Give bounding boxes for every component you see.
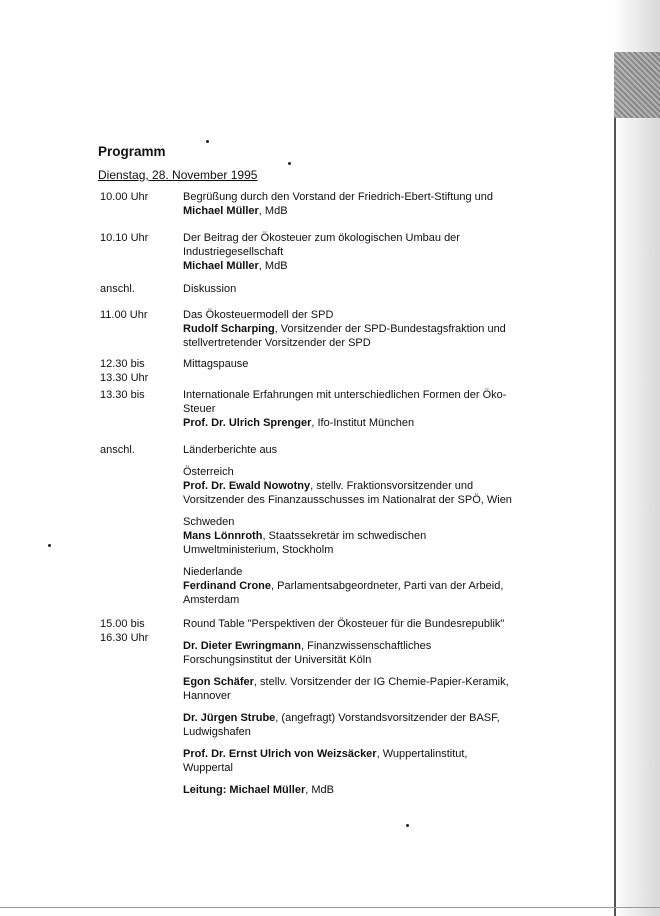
description-line: Niederlande	[183, 566, 243, 578]
schedule-description	[183, 357, 533, 371]
speaker-line	[183, 579, 533, 593]
description-line: Mittagspause	[183, 358, 249, 370]
schedule-description	[183, 443, 533, 607]
program-heading: Programm	[98, 144, 166, 159]
speaker-name: Egon Schäfer	[183, 676, 254, 688]
speaker-line	[183, 259, 533, 273]
schedule-description	[183, 308, 533, 350]
speaker-affiliation: , MdB	[258, 205, 288, 217]
line-gap	[183, 703, 533, 711]
scan-speck	[48, 544, 51, 547]
description-line: Umweltministerium, Stockholm	[183, 544, 334, 556]
speaker-name: Prof. Dr. Ernst Ulrich von Weizsäcker	[183, 748, 377, 760]
speaker-affiliation: , Vorsitzender der SPD-Bundestagsfraktion und	[274, 323, 506, 335]
description-line: Diskussion	[183, 283, 237, 295]
speaker-line	[183, 322, 533, 336]
description-line: Industriegesellschaft	[183, 246, 284, 258]
description-line: Wuppertal	[183, 762, 233, 774]
speaker-name: Rudolf Scharping	[183, 323, 275, 335]
speaker-line	[183, 783, 533, 797]
schedule-time: 15.00 bis 16.30 Uhr	[100, 618, 149, 644]
speaker-name: Prof. Dr. Ulrich Sprenger	[183, 417, 312, 429]
scan-speck	[288, 162, 291, 165]
speaker-name: Michael Müller	[183, 260, 259, 272]
description-line: Länderberichte aus	[183, 444, 278, 456]
line-gap	[183, 507, 533, 515]
speaker-affiliation: , Wuppertalinstitut,	[376, 748, 468, 760]
description-line: Vorsitzender des Finanzausschusses im Nationalrat der SPÖ, Wien	[183, 494, 512, 506]
description-line: Internationale Erfahrungen mit unterschiedlichen Formen der Öko-	[183, 389, 507, 401]
speaker-name: Leitung: Michael Müller	[183, 784, 306, 796]
speaker-line	[183, 416, 533, 430]
line-gap	[183, 775, 533, 783]
description-line: stellvertretender Vorsitzender der SPD	[183, 337, 371, 349]
description-line: Der Beitrag der Ökosteuer zum ökologischen Umbau der	[183, 232, 460, 244]
description-line: Forschungsinstitut der Universität Köln	[183, 654, 372, 666]
description-line: Das Ökosteuermodell der SPD	[183, 309, 334, 321]
scan-speck	[206, 140, 209, 143]
speaker-name: Mans Lönnroth	[183, 530, 263, 542]
schedule-description	[183, 388, 533, 430]
line-gap	[183, 631, 533, 639]
schedule-time: 13.30 bis	[100, 389, 145, 401]
speaker-affiliation: , Parlamentsabgeordneter, Parti van der Arbeid,	[271, 580, 504, 592]
speaker-name: Prof. Dr. Ewald Nowotny	[183, 480, 311, 492]
speaker-line	[183, 639, 533, 653]
speaker-affiliation: , stellv. Fraktionsvorsitzender und	[310, 480, 474, 492]
speaker-name: Dr. Dieter Ewringmann	[183, 640, 301, 652]
schedule-description	[183, 231, 533, 273]
speaker-affiliation: , Staatssekretär im schwedischen	[262, 530, 427, 542]
line-gap	[183, 739, 533, 747]
description-line: Begrüßung durch den Vorstand der Friedrich-Ebert-Stiftung und	[183, 191, 494, 203]
description-line: Round Table "Perspektiven der Ökosteuer für die Bundesrepublik"	[183, 618, 505, 630]
speaker-name: Dr. Jürgen Strube	[183, 712, 276, 724]
scan-speck	[406, 824, 409, 827]
speaker-affiliation: , (angefragt) Vorstandsvorsitzender der BASF,	[275, 712, 500, 724]
schedule-description	[183, 617, 533, 797]
speaker-affiliation: , stellv. Vorsitzender der IG Chemie-Papier-Keramik,	[253, 676, 509, 688]
scan-page-edge	[614, 0, 660, 916]
schedule-time: 11.00 Uhr	[100, 309, 148, 321]
description-line: Schweden	[183, 516, 235, 528]
schedule-time: anschl.	[100, 444, 135, 456]
scan-bottom-line	[0, 907, 660, 908]
schedule-time: 10.10 Uhr	[100, 232, 149, 244]
speaker-name: Ferdinand Crone	[183, 580, 272, 592]
speaker-line	[183, 711, 533, 725]
schedule-time: 10.00 Uhr	[100, 191, 149, 203]
description-line: Österreich	[183, 466, 234, 478]
program-date: Dienstag, 28. November 1995	[98, 168, 258, 182]
description-line: Ludwigshafen	[183, 726, 251, 738]
speaker-line	[183, 204, 533, 218]
scan-shadow	[614, 52, 660, 118]
description-line: Amsterdam	[183, 594, 240, 606]
speaker-affiliation: , MdB	[258, 260, 288, 272]
schedule-time: 12.30 bis 13.30 Uhr	[100, 358, 149, 384]
speaker-affiliation: , Ifo-Institut München	[311, 417, 415, 429]
description-line: Hannover	[183, 690, 231, 702]
description-line: Steuer	[183, 403, 216, 415]
speaker-name: Michael Müller	[183, 205, 259, 217]
line-gap	[183, 667, 533, 675]
schedule-description	[183, 282, 533, 296]
scan-edge-line	[614, 118, 616, 916]
schedule-description	[183, 190, 533, 218]
line-gap	[183, 457, 533, 465]
speaker-affiliation: , MdB	[305, 784, 334, 796]
speaker-line	[183, 529, 533, 543]
line-gap	[183, 557, 533, 565]
speaker-line	[183, 675, 533, 689]
speaker-affiliation: , Finanzwissenschaftliches	[300, 640, 432, 652]
speaker-line	[183, 747, 533, 761]
schedule-time: anschl.	[100, 283, 135, 295]
speaker-line	[183, 479, 533, 493]
